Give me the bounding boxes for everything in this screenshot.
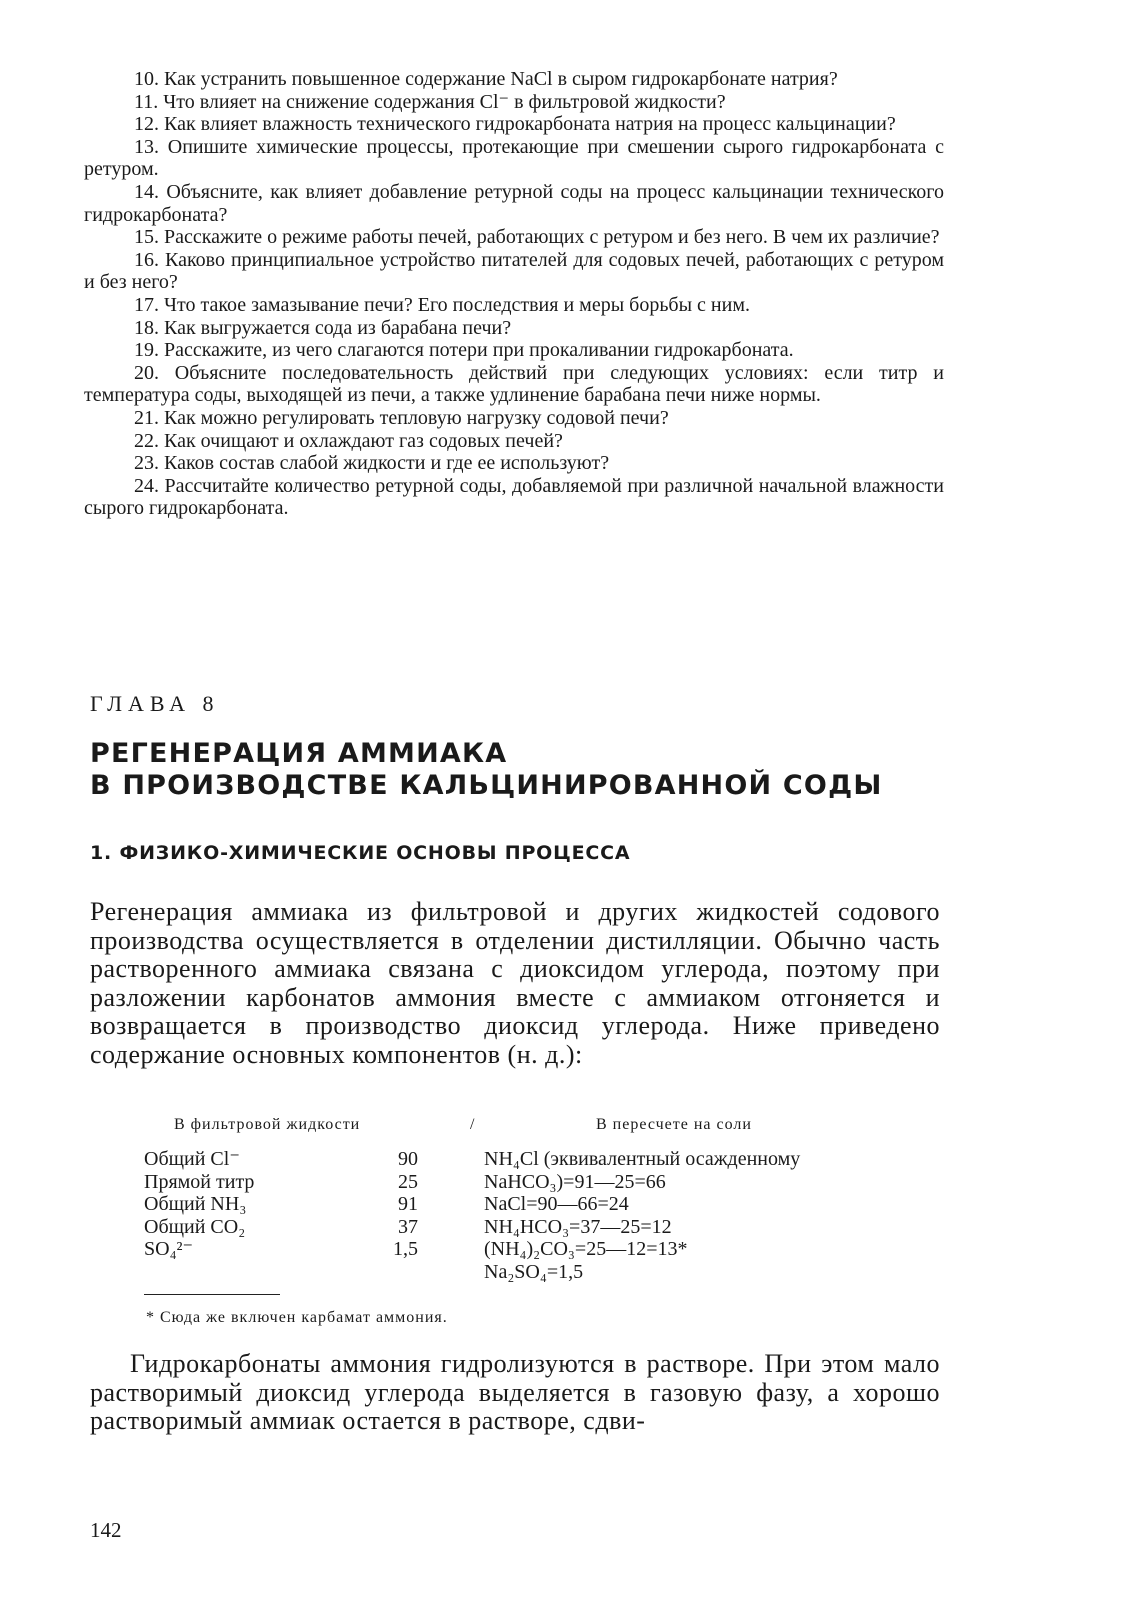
value-cell: 1,5 [393, 1238, 418, 1261]
table-row [140, 1148, 940, 1171]
section-title: 1. ФИЗИКО-ХИМИЧЕСКИЕ ОСНОВЫ ПРОЦЕССА [90, 842, 631, 864]
question-16: 16. Каково принципиальное устройство питателей для содовых печей, работающих с ретуром и без него? [84, 248, 944, 294]
value-cell: 90 [398, 1148, 418, 1170]
question-18: 18. Как выгружается сода из барабана печи? [134, 316, 512, 339]
table-header-salts: В пересчете на соли [596, 1116, 752, 1133]
table-body [140, 1148, 940, 1284]
value-cell: 91 [398, 1193, 418, 1216]
salt-cell: NaHCO₃)=91—25=66 [484, 1170, 666, 1193]
question-13: 13. Опишите химические процессы, протекающие при смешении сырого гидрокарбоната с ретуром. [84, 135, 944, 181]
salt-cell: NaCl=90—66=24 [484, 1193, 629, 1216]
component-cell: SO₄²⁻ [144, 1238, 194, 1261]
question-24: 24. Рассчитайте количество ретурной соды, добавляемой при различной начальной влажности сырого гидрокарбоната. [84, 474, 944, 520]
question-14: 14. Объясните, как влияет добавление ретурной соды на процесс кальцинации технического гидрокарбоната? [84, 180, 944, 226]
footnote: * Сюда же включен карбамат аммония. [146, 1309, 448, 1326]
chapter-title [90, 738, 883, 802]
table-row [140, 1171, 940, 1194]
table-row [140, 1238, 940, 1261]
table-row [140, 1261, 940, 1284]
question-12: 12. Как влияет влажность технического гидрокарбоната натрия на процесс кальцинации? [134, 113, 896, 136]
table-header-mark: / [470, 1116, 476, 1133]
table-row [140, 1193, 940, 1216]
footnote-divider [144, 1294, 280, 1295]
question-20: 20. Объясните последовательность действий при следующих условиях: если титр и температура соды, выходящей из печи, а также удлинение барабана печи ниже нормы. [84, 361, 944, 407]
component-cell: Общий Cl⁻ [144, 1148, 240, 1170]
salt-cell: NH₄HCO₃=37—25=12 [484, 1215, 672, 1238]
chapter-label: ГЛАВА 8 [90, 691, 220, 716]
salt-cell: NH₄Cl (эквивалентный осажденному [484, 1148, 801, 1170]
intro-paragraph: Регенерация аммиака из фильтровой и других жидкостей содового производства осуществляется в отделении дистилляции. Обычно часть растворенного аммиака связана с диоксидом углерода, поэтому при разложении карбонатов аммония вместе с аммиаком отгоняется и возвращается в производство диоксид углерода. Ниже приведено содержание основных компонентов (н. д.): [90, 897, 940, 1069]
closing-paragraph: Гидрокарбонаты аммония гидролизуются в растворе. При этом мало растворимый диоксид углерода выделяется в газовую фазу, а хорошо растворимый аммиак остается в растворе, сдви- [90, 1349, 940, 1436]
chapter-title-line-1: РЕГЕНЕРАЦИЯ АММИАКА [90, 738, 508, 769]
chapter-title-line-2: В ПРОИЗВОДСТВЕ КАЛЬЦИНИРОВАННОЙ СОДЫ [90, 770, 883, 801]
table-header-filter-liquid: В фильтровой жидкости [174, 1116, 361, 1133]
question-15: 15. Расскажите о режиме работы печей, работающих с ретуром и без него. В чем их различие? [134, 226, 940, 249]
question-22: 22. Как очищают и охлаждают газ содовых печей? [134, 429, 563, 452]
component-cell: Общий CO₂ [144, 1215, 246, 1238]
value-cell: 25 [398, 1170, 418, 1193]
table-row [140, 1216, 940, 1239]
component-cell: Прямой титр [144, 1170, 255, 1193]
question-11: 11. Что влияет на снижение содержания Cl⁻ в фильтровой жидкости? [134, 90, 726, 113]
question-17: 17. Что такое замазывание печи? Его последствия и меры борьбы с ним. [134, 293, 750, 316]
question-23: 23. Каков состав слабой жидкости и где ее используют? [134, 452, 610, 475]
salt-cell: (NH₄)₂CO₃=25—12=13* [484, 1238, 688, 1261]
page-number: 142 [90, 1518, 122, 1542]
component-cell: Общий NH₃ [144, 1193, 247, 1216]
question-19: 19. Расскажите, из чего слагаются потери при прокаливании гидрокарбоната. [134, 339, 794, 362]
salt-cell: Na₂SO₄=1,5 [484, 1260, 584, 1283]
question-21: 21. Как можно регулировать тепловую нагрузку содовой печи? [134, 406, 669, 429]
value-cell: 37 [398, 1215, 418, 1238]
question-10: 10. Как устранить повышенное содержание NaCl в сыром гидрокарбонате натрия? [134, 68, 838, 90]
review-questions-list [84, 68, 944, 520]
